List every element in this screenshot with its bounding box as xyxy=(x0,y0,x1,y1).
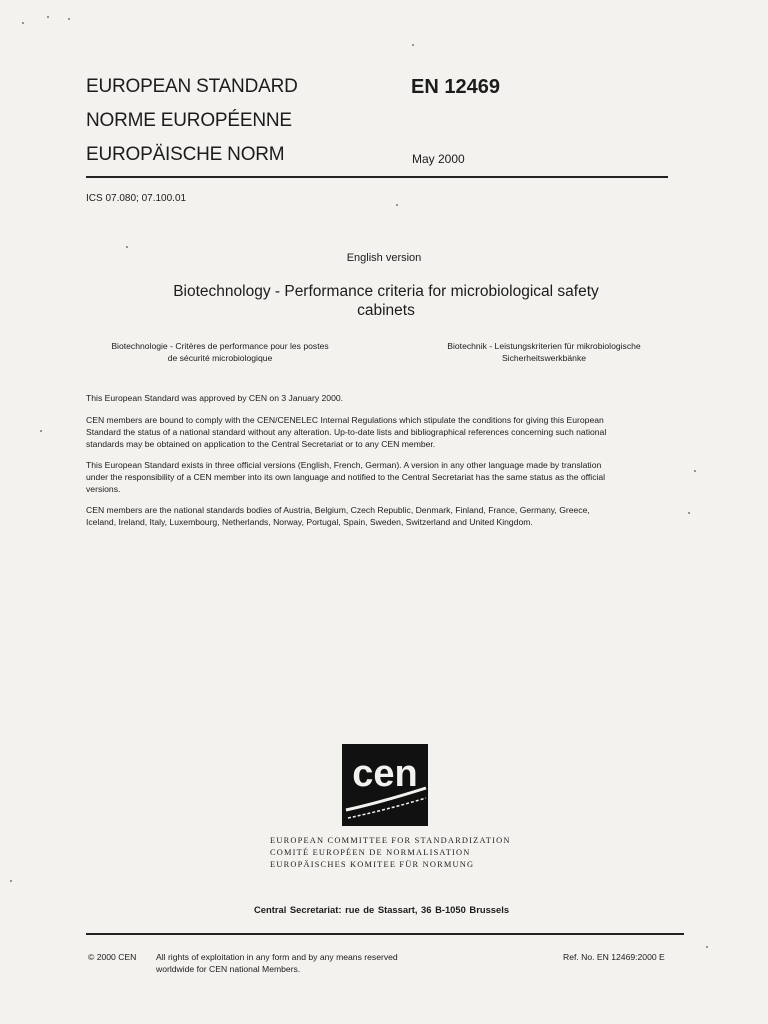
scan-speck xyxy=(126,246,128,248)
standard-title-de: EUROPÄISCHE NORM xyxy=(86,144,285,165)
copyright-notice: © 2000 CEN xyxy=(88,952,137,962)
publication-date: May 2000 xyxy=(412,152,465,166)
french-title xyxy=(90,341,350,364)
document-title xyxy=(120,282,652,320)
paragraph-line: standards may be obtained on application to the Central Secretariat or to any CEN member. xyxy=(86,439,436,450)
paragraph-line: under the responsibility of a CEN member into its own language and notified to the Central Secretariat has the same status as the official xyxy=(86,472,606,483)
version-label: English version xyxy=(346,252,422,264)
scan-speck xyxy=(396,204,398,206)
paragraph-line: CEN members are the national standards bodies of Austria, Belgium, Czech Republic, Denmark, Finland, France, Germany, Greece, xyxy=(86,505,590,515)
ics-codes: ICS 07.080; 07.100.01 xyxy=(86,193,187,204)
paragraph-compliance xyxy=(86,414,676,451)
committee-name-de: EUROPÄISCHES KOMITEE FÜR NORMUNG xyxy=(270,860,475,869)
cen-logo-wordmark: cen xyxy=(352,753,418,795)
scan-speck xyxy=(694,470,696,472)
scan-speck xyxy=(412,44,414,46)
central-secretariat: Central Secretariat: rue de Stassart, 36 B-1050 Brussels xyxy=(254,904,510,915)
footer-rule xyxy=(86,933,684,935)
scan-speck xyxy=(706,946,708,948)
reference-number: Ref. No. EN 12469:2000 E xyxy=(563,952,665,962)
scan-speck xyxy=(688,512,690,514)
paragraph-line: Iceland, Ireland, Italy, Luxembourg, Netherlands, Norway, Portugal, Spain, Sweden, Switzerland and United Kingdom. xyxy=(86,517,533,528)
cen-logo-graphic xyxy=(342,744,428,826)
standard-number: EN 12469 xyxy=(411,76,500,98)
german-title xyxy=(418,341,670,364)
french-title-line1: Biotechnologie - Critères de performance pour les postes xyxy=(111,341,329,351)
rights-statement xyxy=(156,952,398,975)
scan-speck xyxy=(47,16,49,18)
french-title-line2: de sécurité microbiologique xyxy=(167,352,273,363)
approval-statement: This European Standard was approved by CEN on 3 January 2000. xyxy=(86,393,344,403)
scan-speck xyxy=(68,18,70,20)
rights-line: All rights of exploitation in any form and by any means reserved xyxy=(156,952,398,962)
cen-logo xyxy=(342,744,428,826)
scan-speck xyxy=(40,430,42,432)
standard-title-fr: NORME EUROPÉENNE xyxy=(86,110,292,131)
committee-name-en: EUROPEAN COMMITTEE FOR STANDARDIZATION xyxy=(270,836,511,845)
document-title-line2: cabinets xyxy=(357,302,415,319)
paragraph-line: versions. xyxy=(86,484,121,495)
german-title-line2: Sicherheitswerkbänke xyxy=(501,352,587,363)
scan-speck xyxy=(10,880,12,882)
document-title-line1: Biotechnology - Performance criteria for microbiological safety xyxy=(173,283,599,300)
header-rule xyxy=(86,176,668,178)
paragraph-members xyxy=(86,504,676,528)
paragraph-line: CEN members are bound to comply with the CEN/CENELEC Internal Regulations which stipulate the conditions for giving this European xyxy=(86,415,604,425)
committee-names xyxy=(270,835,511,871)
standard-title-en: EUROPEAN STANDARD xyxy=(86,76,298,97)
rights-line: worldwide for CEN national Members. xyxy=(156,963,301,974)
german-title-line1: Biotechnik - Leistungskriterien für mikrobiologische xyxy=(447,341,641,351)
paragraph-versions xyxy=(86,459,676,496)
committee-name-fr: COMITÉ EUROPÉEN DE NORMALISATION xyxy=(270,848,471,857)
paragraph-line: Standard the status of a national standard without any alteration. Up-to-date lists and bibliographical references concerning such national xyxy=(86,427,607,438)
scan-speck xyxy=(22,22,24,24)
paragraph-line: This European Standard exists in three official versions (English, French, German). A version in any other language made by translation xyxy=(86,460,602,470)
